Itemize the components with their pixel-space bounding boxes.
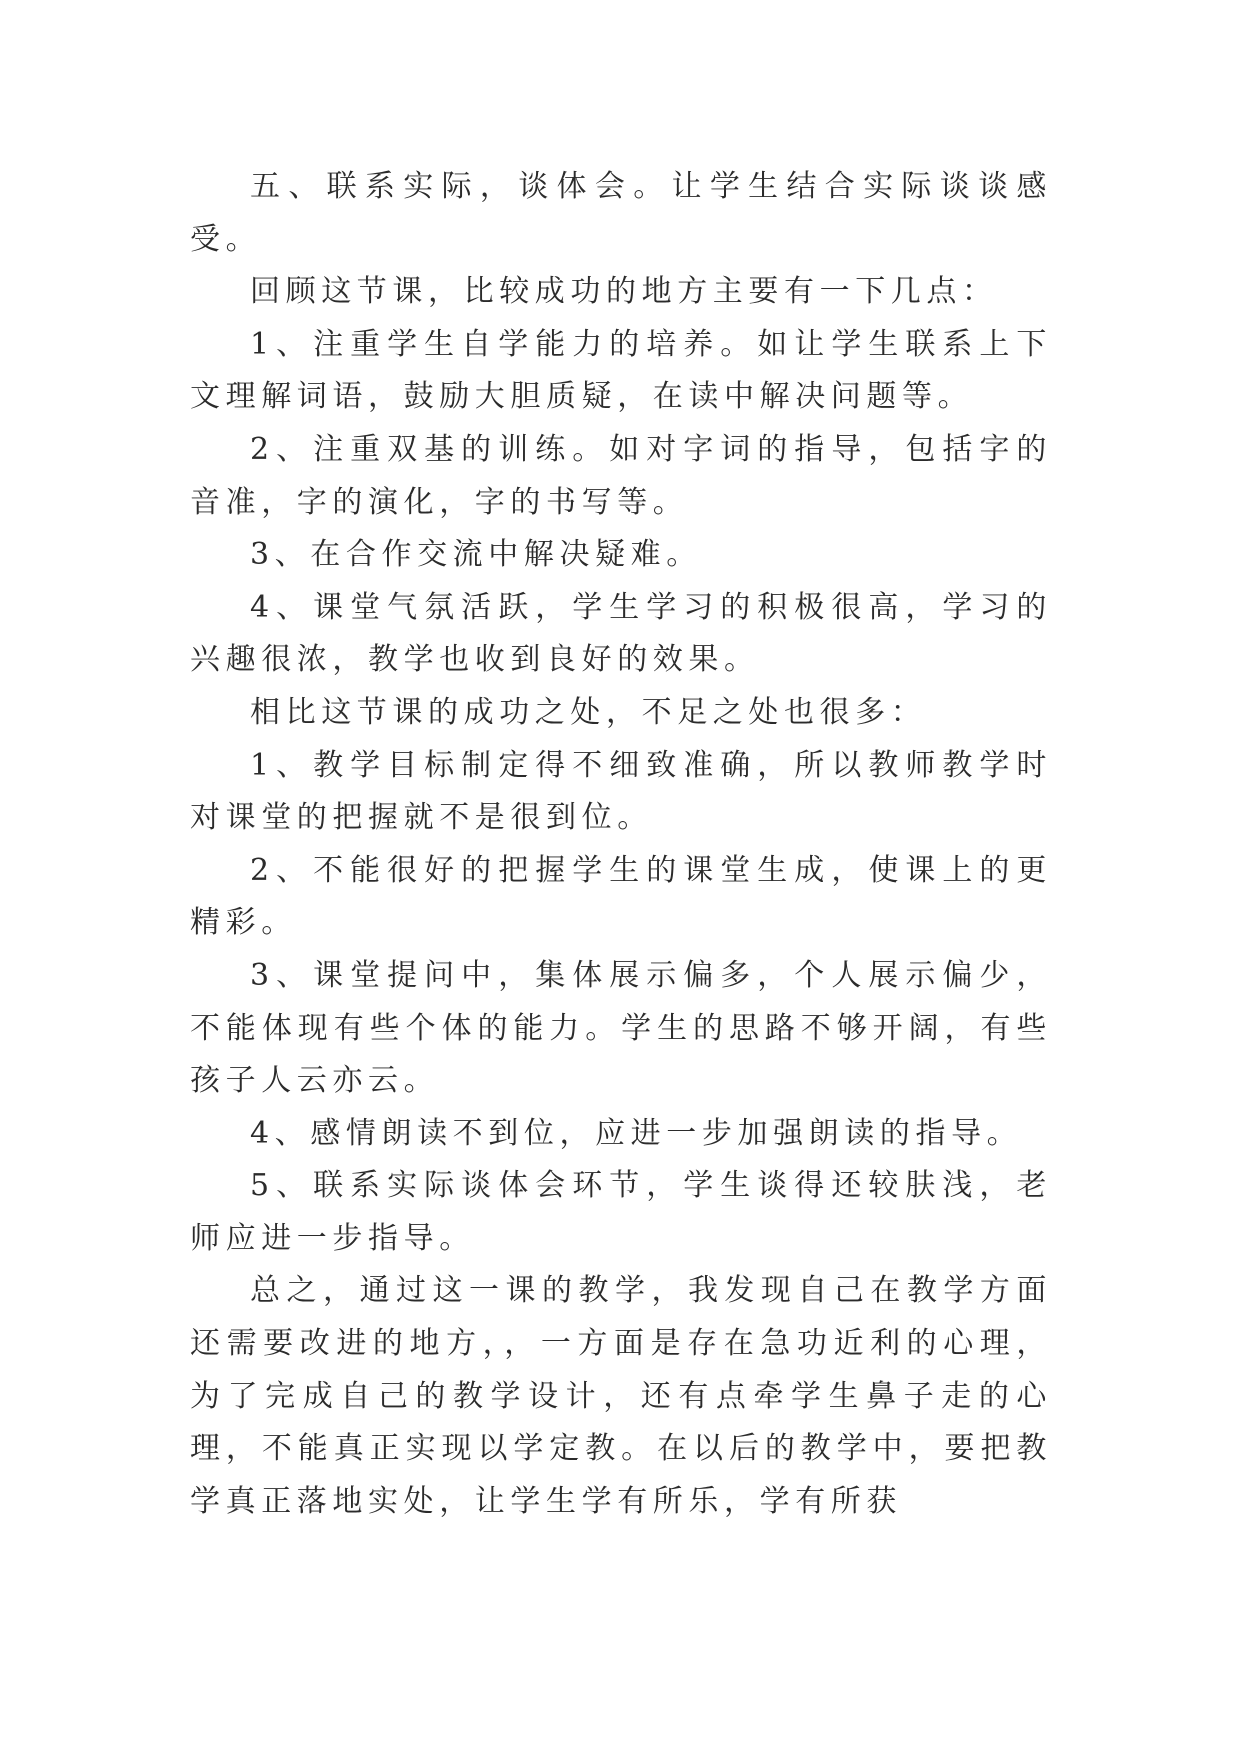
paragraph: 回顾这节课，比较成功的地方主要有一下几点： (250, 274, 998, 310)
paragraph: 相比这节课的成功之处，不足之处也很多： (250, 694, 927, 730)
paragraph: 1、教学目标制定得不细致准确，所以教师教学时对课堂的把握就不是很到位。 (190, 747, 1052, 836)
paragraph: 总之，通过这一课的教学，我发现自己在教学方面还需要改进的地方，，一方面是存在急功近利的心理，为了完成自己的教学设计，还有点牵学生鼻子走的心理，不能真正实现以学定教。在以后的教学中，要把教学真正落地实处，让学生学有所乐，学有所获 (190, 1273, 1052, 1519)
paragraph: 2、注重双基的训练。如对字词的指导，包括字的音准，字的演化，字的书写等。 (190, 431, 1052, 520)
paragraph: 5、联系实际谈体会环节，学生谈得还较肤浅，老师应进一步指导。 (190, 1168, 1052, 1256)
paragraph: 4、课堂气氛活跃，学生学习的积极很高，学习的兴趣很浓，教学也收到良好的效果。 (190, 589, 1052, 678)
paragraph: 4、感情朗读不到位，应进一步加强朗读的指导。 (250, 1115, 1023, 1151)
paragraph: 1、注重学生自学能力的培养。如让学生联系上下文理解词语，鼓励大胆质疑，在读中解决问题等。 (190, 326, 1052, 415)
paragraph: 3、课堂提问中，集体展示偏多，个人展示偏少，不能体现有些个体的能力。学生的思路不够开阔，有些孩子人云亦云。 (190, 957, 1052, 1099)
paragraph: 五、联系实际，谈体会。让学生结合实际谈谈感受。 (190, 169, 1052, 257)
paragraph: 3、在合作交流中解决疑难。 (250, 537, 702, 573)
paragraph: 2、不能很好的把握学生的课堂生成，使课上的更精彩。 (190, 852, 1052, 941)
document-body (190, 161, 1052, 1528)
